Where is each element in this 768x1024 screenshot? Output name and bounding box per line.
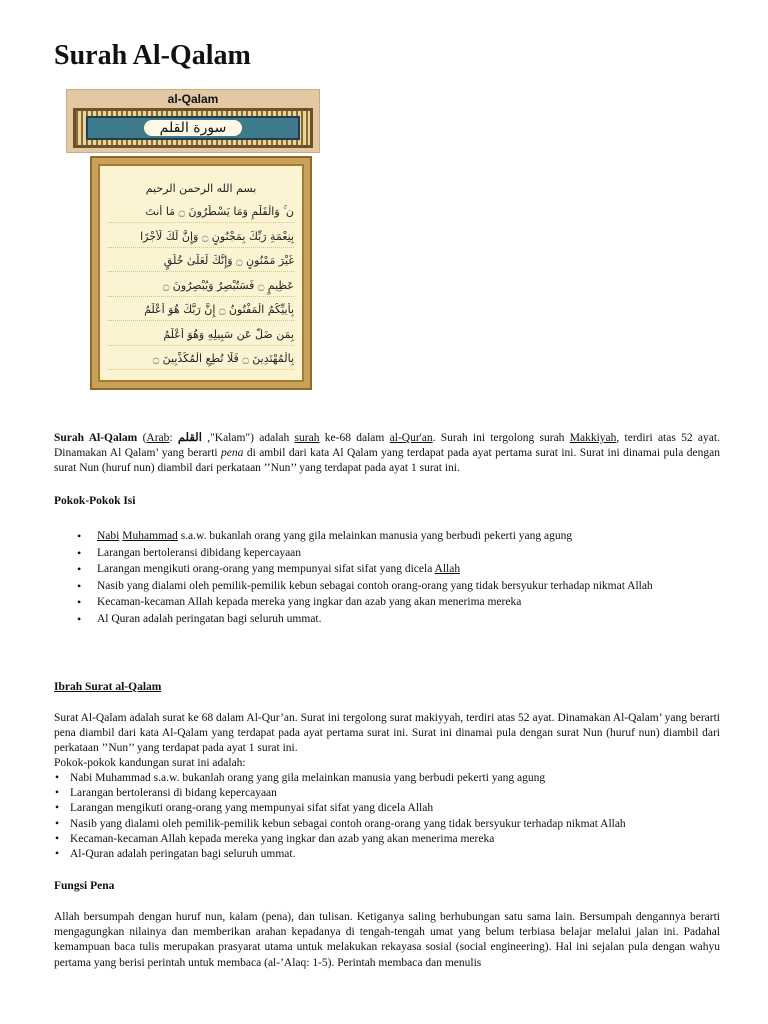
nabi-link[interactable]: Nabi bbox=[97, 530, 120, 542]
surah-link[interactable]: surah bbox=[294, 432, 320, 444]
intro-text: : bbox=[169, 432, 178, 444]
quran-link[interactable]: al-Qur'an bbox=[389, 432, 433, 444]
intro-surah-name: Surah Al-Qalam bbox=[54, 432, 138, 444]
mushaf-frame bbox=[98, 164, 304, 382]
mushaf-lines bbox=[108, 182, 294, 370]
fungsi-paragraph: Allah bersumpah dengan huruf nun, kalam (pena), dan tulisan. Ketiganya saling berhubungan satu sama lain. Bersumpah dengannya berarti mengagungkan nilainya dan memberikan arahan kepadanya di tengah-tengah umat yang belum terbiasa belajar melalui jalan ini. Padahal kemampuan baca tulis merupakan prasyarat utama untuk melakukan rekayasa sosial (social engineering). Hal ini sejalan pula dengan wahyu pertama yang berisi perintah untuk membaca (al-’Alaq: 1-5). Perintah membaca dan menulis bbox=[54, 911, 720, 969]
mushaf-line: بِأَييِّكُمُ الْمَفْتُونُ ۝ إِنَّ رَبَّكَ هُوَ أَعْلَمُ bbox=[108, 303, 294, 321]
arab-link[interactable]: Arab bbox=[146, 432, 170, 444]
list-item-text: Larangan mengikuti orang-orang yang mempunyai sifat sifat yang dicela bbox=[97, 563, 435, 575]
makkiyah-link[interactable]: Makkiyah bbox=[569, 432, 617, 444]
pokok-heading: Pokok-Pokok Isi bbox=[54, 495, 136, 507]
banner-ornament bbox=[73, 108, 313, 148]
intro-text: ( bbox=[137, 432, 147, 444]
mushaf-page-image bbox=[90, 156, 312, 390]
intro-text: . Surah ini tergolong surah bbox=[432, 432, 570, 444]
mushaf-line: بِالْمُهْتَدِينَ ۝ فَلَا تُطِعِ الْمُكَذِّبِينَ ۝ bbox=[108, 352, 294, 370]
allah-link[interactable]: Allah bbox=[434, 563, 461, 575]
intro-arabic: القلم bbox=[177, 432, 202, 444]
intro-text: ke-68 dalam bbox=[319, 432, 390, 444]
banner-inner bbox=[86, 116, 300, 140]
mushaf-line: غَيْرَ مَمْنُونٍ ۝ وَإِنَّكَ لَعَلَىٰ خُلُقٍ bbox=[108, 254, 294, 272]
list-item: • Al Quran adalah peringatan bagi seluruh ummat. bbox=[54, 611, 720, 628]
intro-text: , terdiri atas 52 ayat. Dinamakan Al Qalam’ yang berarti bbox=[54, 432, 720, 459]
intro-pena: pena bbox=[221, 447, 244, 459]
ibrah-list bbox=[54, 771, 720, 862]
pokok-list bbox=[54, 528, 720, 627]
list-item-text: s.a.w. bukanlah orang yang gila melainkan manusia yang berbudi pekerti yang agung bbox=[177, 530, 573, 542]
banner-arabic: سورة القلم bbox=[144, 120, 243, 136]
intro-text: ,"Kalam") adalah bbox=[201, 432, 295, 444]
list-item: • Larangan mengikuti orang-orang yang mempunyai sifat sifat yang dicela Allah bbox=[54, 801, 720, 816]
mushaf-line: بِنِعْمَةِ رَبِّكَ بِمَجْنُونٍ ۝ وَإِنَّ لَكَ لَأَجْرًا bbox=[108, 230, 294, 248]
mushaf-basmala: بسم الله الرحمن الرحيم bbox=[145, 182, 257, 195]
ibrah-list-intro: Pokok-pokok kandungan surat ini adalah: bbox=[54, 757, 246, 769]
list-item: • Kecaman-kecaman Allah kepada mereka yang ingkar dan azab yang akan menerima mereka bbox=[54, 832, 720, 847]
fungsi-heading: Fungsi Pena bbox=[54, 880, 115, 892]
list-item: • Nasib yang dialami oleh pemilik-pemilik kebun sebagai contoh orang-orang yang tidak bersyukur terhadap nikmat Allah bbox=[54, 817, 720, 832]
ibrah-heading: Ibrah Surat al-Qalam bbox=[54, 681, 162, 693]
mushaf-line: عَظِيمٍ ۝ فَسَتُبْصِرُ وَيُبْصِرُونَ ۝ bbox=[108, 279, 294, 297]
list-item: • Al-Quran adalah peringatan bagi seluruh ummat. bbox=[54, 847, 720, 862]
ibrah-paragraph: Surat Al-Qalam adalah surat ke 68 dalam Al-Qur’an. Surat ini tergolong surat makiyyah, terdiri atas 52 ayat. Dinamakan Al-Qalam’ yang berarti pena diambil dari kata Al-Qalam yang terdapat pada ayat pertama surat ini. Surat ini dinamai pula dengan surat Nun (huruf nun) diambil dari perkataan ’’Nun’’ yang terdapat pada ayat 1 surat ini. bbox=[54, 712, 720, 755]
list-item: • Larangan bertoleransi dibidang kepercayaan bbox=[54, 545, 720, 562]
intro-text: di ambil dari kata Al Qalam yang terdapat pada ayat pertama surat ini. Surat ini dinamai pula dengan surat Nun (huruf nun) diambil dari perkataan ’’Nun’’ yang terdapat pada ayat 1 surat ini. bbox=[54, 447, 720, 474]
list-item bbox=[54, 528, 720, 545]
intro-paragraph bbox=[54, 431, 720, 476]
surah-banner-image bbox=[66, 89, 320, 153]
list-item: • Nabi Muhammad s.a.w. bukanlah orang yang gila melainkan manusia yang berbudi pekerti yang agung bbox=[54, 771, 720, 786]
list-item bbox=[54, 561, 720, 578]
muhammad-link[interactable]: Muhammad bbox=[122, 530, 178, 542]
banner-label: al-Qalam bbox=[167, 92, 219, 106]
list-item: • Kecaman-kecaman Allah kepada mereka yang ingkar dan azab yang akan menerima mereka bbox=[54, 594, 720, 611]
list-item: • Larangan bertoleransi di bidang kepercayaan bbox=[54, 786, 720, 801]
mushaf-line: ن ۚ وَالْقَلَمِ وَمَا يَسْطُرُونَ ۝ مَا أَنتَ bbox=[108, 205, 294, 223]
mushaf-line: بِمَن ضَلَّ عَن سَبِيلِهِ وَهُوَ أَعْلَمُ bbox=[108, 328, 294, 346]
page-title: Surah Al-Qalam bbox=[54, 40, 251, 71]
list-item: • Nasib yang dialami oleh pemilik-pemilik kebun sebagai contoh orang-orang yang tidak bersyukur terhadap nikmat Allah bbox=[54, 578, 720, 595]
